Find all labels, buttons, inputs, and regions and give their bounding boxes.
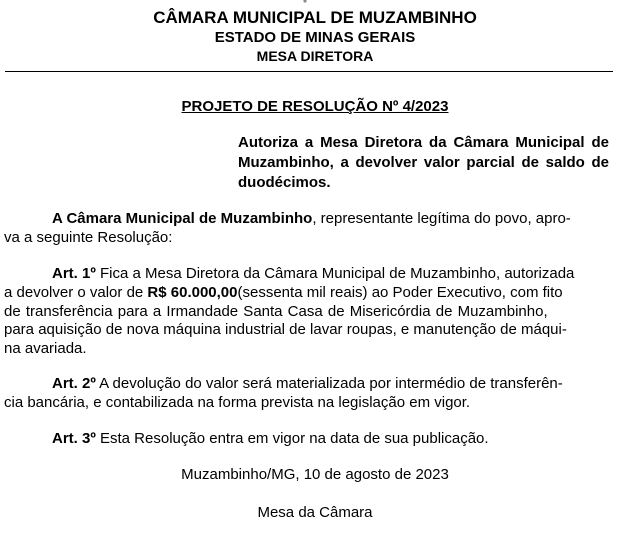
preamble-line-1 — [52, 210, 608, 228]
art3-text: Esta Resolução entra em vigor na data de sua publicação. — [95, 430, 489, 447]
art1-line-3: de transferência para a Irmandade Santa Casa de Misericórdia de Muzambinho, — [4, 303, 548, 320]
preamble-line-1-text: , representante legítima do povo, apro- — [312, 210, 571, 227]
art2-label: Art. 2º — [52, 375, 96, 392]
art1-line-2-pre: a devolver o valor de — [4, 284, 148, 301]
art1-line-4: para aquisição de nova máquina industrial de lavar roupas, e manutenção de máqui- — [4, 321, 567, 338]
art1-line-2-post: (sessenta mil reais) ao Poder Executivo, com fito — [237, 284, 563, 301]
chamber-name: CÂMARA MUNICIPAL DE MUZAMBINHO — [153, 8, 477, 27]
coat-of-arms-icon — [298, 0, 312, 4]
document-title — [0, 98, 630, 115]
art2-line-1 — [52, 375, 563, 393]
art1-line-5: na avariada. — [4, 340, 87, 357]
state-name: ESTADO DE MINAS GERAIS — [214, 29, 416, 46]
art1-label: Art. 1º — [52, 265, 96, 282]
art3-label: Art. 3º — [52, 430, 96, 447]
header-divider — [5, 71, 613, 72]
art1-amount: R$ 60.000,00 — [147, 284, 238, 301]
art2-line-1-text: A devolução do valor será materializada por intermédio de transferên- — [95, 375, 563, 392]
place-date: Muzambinho/MG, 10 de agosto de 2023 — [181, 466, 449, 483]
signature: Mesa da Câmara — [257, 504, 373, 521]
art1-line-1-text: Fica a Mesa Diretora da Câmara Municipal de Muzambinho, autorizada — [95, 265, 575, 282]
ementa: Autoriza a Mesa Diretora da Câmara Municipal de Muzambinho, a devolver valor parcial de saldo de duodécimos. — [238, 134, 609, 191]
art3-line — [52, 430, 489, 448]
art1-line-2 — [4, 284, 563, 302]
preamble-line-2: va a seguinte Resolução: — [4, 229, 173, 246]
art1-line-1 — [52, 265, 608, 283]
document-title-text: PROJETO DE RESOLUÇÃO Nº 4/2023 — [181, 98, 449, 115]
preamble-subject: A Câmara Municipal de Muzambinho — [52, 210, 313, 227]
art2-line-2: cia bancária, e contabilizada na forma prevista na legislação em vigor. — [4, 394, 471, 411]
board-name: MESA DIRETORA — [256, 48, 374, 64]
